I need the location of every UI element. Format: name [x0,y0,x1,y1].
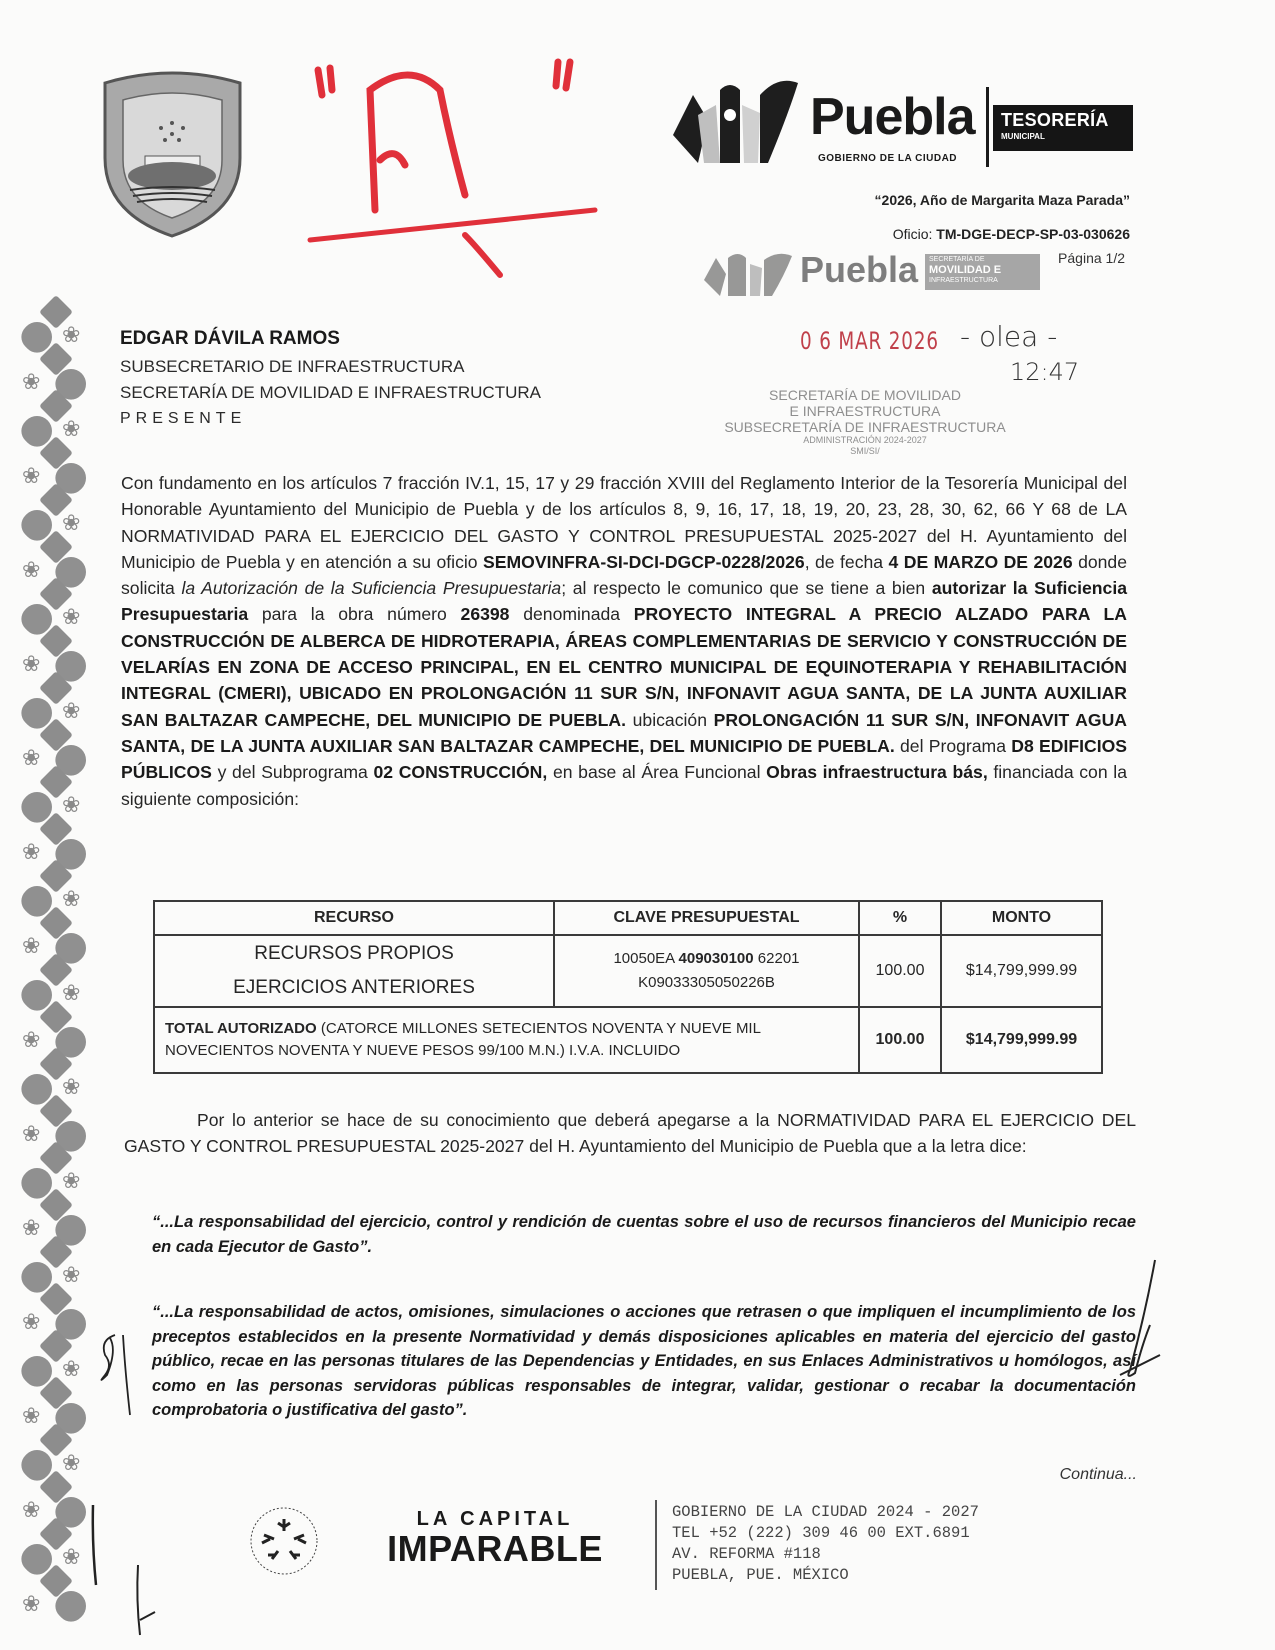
cell-recurso [154,935,554,1007]
text-run: y del Subprograma [211,762,374,783]
cell-monto: $14,799,999.99 [941,935,1102,1007]
border-leaf: ❀ [22,1591,41,1616]
salutation: PRESENTE [120,410,247,427]
faded-brand-word: Puebla [800,249,919,290]
border-leaf: ❀ [62,1074,81,1099]
puebla-emblem-faded-icon [700,250,796,296]
border-leaf: ❀ [62,1356,81,1381]
semovinfra-badge [925,254,1040,290]
work-number: 26398 [460,604,510,625]
stamp-line4: ADMINISTRACIÓN 2024-2027 [803,435,927,445]
total-label: TOTAL AUTORIZADO [165,1020,317,1037]
regulation-quote-1: “...La responsabilidad del ejercicio, control y rendición de cuentas sobre el uso de recursos financieros del Municipio recae en cada Ejecutor de Gasto”. [152,1213,1136,1256]
semovinfra-line3: INFRAESTRUCTURA [929,276,998,284]
clave-prefix: 10050EA [613,950,679,967]
functional-area: Obras infraestructura bás, [766,762,988,783]
contact-government: GOBIERNO DE LA CIUDAD 2024 - 2027 [672,1503,979,1521]
oficio-label: Oficio: [892,226,937,242]
puebla-brand-subtitle: GOBIERNO DE LA CIUDAD [818,153,958,164]
stamp-line5: SMI/SI/ [850,446,880,456]
text-run: en base al Área Funcional [547,762,767,783]
work-location: PROLONGACIÓN 11 SUR S/N, INFONAVIT AGUA SANTA, DE LA JUNTA AUXILIAR SAN BALTAZAR CAMPECHE, DEL MUNICIPIO DE PUEBLA. [121,709,1127,756]
contact-city: PUEBLA, PUE. MÉXICO [672,1566,849,1584]
border-leaf: ❀ [22,745,41,770]
col-header-recurso: RECURSO [154,901,554,935]
program: D8 EDIFICIOS PÚBLICOS [121,735,1127,783]
second-paragraph: Por lo anterior se hace de su conocimiento que deberá apegarse a la NORMATIVIDAD PARA EL EJERCICIO DEL GASTO Y CONTROL PRESUPUESTAL 2025-2027 del H. Ayuntamiento del Municipio de Puebla que a la letra dice: [124,1110,1136,1157]
city-crest-logo [95,68,250,238]
footer-contact-info [672,1502,979,1586]
tesoreria-title: TESORERÍA [1001,110,1109,130]
authorization-phrase: autorizar la Suficiencia Presupuestaria [121,578,1127,625]
page-number: Página 1/2 [1058,250,1125,266]
text-run: , de fecha [804,551,889,572]
cell-percent: 100.00 [859,935,941,1007]
border-leaf: ❀ [22,1215,41,1240]
table-row [154,935,1102,1007]
puebla-tesoreria-header [668,75,1128,175]
cell-total-description [154,1007,859,1073]
recipient-block [120,328,541,432]
contact-address: AV. REFORMA #118 [672,1545,821,1563]
footer-divider [655,1500,657,1590]
tesoreria-badge [993,105,1133,151]
border-leaf: ❀ [22,839,41,864]
border-leaf: ❀ [22,1027,41,1052]
col-header-clave: CLAVE PRESUPUESTAL [554,901,859,935]
cell-clave [554,935,859,1007]
recurso-line1: RECURSOS PROPIOS [254,943,454,964]
handwritten-mark-2 [130,1560,165,1640]
border-leaf: ❀ [22,557,41,582]
col-header-monto: MONTO [941,901,1102,935]
text-run: financiada con la siguiente composición: [121,762,1127,809]
budget-composition-table [153,900,1103,1074]
semovinfra-line1: SECRETARÍA DE [929,256,985,263]
semovinfra-line2: MOVILIDAD E [929,264,1002,277]
header-divider [986,87,989,167]
border-leaf: ❀ [22,933,41,958]
received-agency-stamp [700,387,1030,457]
text-run: ubicación [626,709,714,730]
semovinfra-stamp-logo [700,250,1040,296]
border-leaf: ❀ [22,651,41,676]
oficio-number [893,226,1130,242]
text-run: Con fundamento en los artículos 7 fracción IV.1, 15, 17 y 29 fracción XVIII del Reglamento Interior de la Tesorería Municipal del Honorable Ayuntamiento del Municipio de Puebla y de los artículos 8, 9, 16, 17, 18, 19, 20, 23, 28, 30, 62, 66 Y 68 de LA NORMATIVIDAD PARA EL EJERCICIO DEL GASTO Y CONTROL PRESUPUESTAL 2025-2027 del H. Ayuntamiento del Municipio de Puebla y en atención a su oficio [121,473,1127,572]
recurso-line2: EJERCICIOS ANTERIORES [233,977,475,998]
border-leaf: ❀ [62,1450,81,1475]
border-leaf: ❀ [62,698,81,723]
continued-note: Continua... [1059,1466,1137,1483]
request-date: 4 DE MARZO DE 2026 [888,551,1073,572]
border-leaf: ❀ [62,1544,81,1569]
border-leaf: ❀ [62,1168,81,1193]
border-leaf: ❀ [62,1262,81,1287]
cell-total-monto: $14,799,999.99 [941,1007,1102,1073]
border-leaf: ❀ [62,604,81,629]
handwritten-received-time: 12:47 [1010,358,1080,386]
clave-line2: K09033305050226B [638,974,775,991]
received-date-stamp: 0 6 MAR 2026 [800,327,939,355]
border-leaf: ❀ [22,1403,41,1428]
stamp-line3: SUBSECRETARÍA DE INFRAESTRUCTURA [724,419,1006,435]
puebla-emblem-icon [668,75,808,165]
recipient-title: SUBSECRETARIO DE INFRAESTRUCTURA [120,357,465,376]
text-run: para la obra número [248,604,461,625]
clave-bold: 409030100 [678,950,754,967]
stamp-line2: E INFRAESTRUCTURA [789,403,941,419]
col-header-percent: % [859,901,941,935]
border-leaf: ❀ [22,1309,41,1334]
decorative-border [22,300,92,1630]
text-run: del Programa [894,735,1012,756]
border-leaf: ❀ [62,886,81,911]
border-leaf: ❀ [62,980,81,1005]
border-leaf: ❀ [22,1497,41,1522]
border-leaf: ❀ [62,416,81,441]
stamp-line1: SECRETARÍA DE MOVILIDAD [769,387,961,403]
la-capital-imparable-logo [370,1508,620,1567]
table-header-row [154,901,1102,935]
oficio-reference: SEMOVINFRA-SI-DCI-DGCP-0228/2026 [483,551,805,572]
border-leaf: ❀ [62,322,81,347]
regulation-quote-2: “...La responsabilidad de actos, omisiones, simulaciones o acciones que retrasen o que impliquen el incumplimiento de los preceptos establecidos en la presente Normatividad y demás disposiciones aplicables en materia del ejercicio del gasto público, recae en las personas titulares de las Dependencias y Entidades, en sus Enlaces Administrativos u homólogos, así como en las personas servidoras públicas responsables de integrar, validar, gestionar o recabar la documentación comprobatoria o justificativa del gasto”. [152,1303,1136,1419]
text-run: ; al respecto le comunico que se tiene a bien [561,578,932,599]
year-motto: “2026, Año de Margarita Maza Parada” [874,192,1130,208]
cell-total-percent: 100.00 [859,1007,941,1073]
brand-top: LA CAPITAL [416,1508,574,1530]
handwritten-receiver-name: - olea - [960,320,1058,353]
handwritten-initials-left [95,1330,135,1420]
request-subject: la Autorización de la Suficiencia Presupuestaria [181,578,562,599]
red-handwritten-a-annotation [300,50,600,290]
work-name: PROYECTO INTEGRAL A PRECIO ALZADO PARA LA CONSTRUCCIÓN DE ALBERCA DE HIDROTERAPIA, ÁREAS COMPLEMENTARIAS DE SERVICIO Y CONSTRUCCIÓN DE VELARÍAS EN ZONA DE ACCESO PRINCIPAL, EN EL CENTRO MUNICIPAL DE EQUINOTERAPIA Y REHABILITACIÓN INTEGRAL (CMERI), UBICADO EN PROLONGACIÓN 11 SUR S/N, INFONAVIT AGUA SANTA, DE LA JUNTA AUXILIAR SAN BALTAZAR CAMPECHE, DEL MUNICIPIO DE PUEBLA. [121,604,1127,730]
border-leaf: ❀ [22,369,41,394]
subprogram: 02 CONSTRUCCIÓN, [373,762,548,783]
equality-certification-seal-icon [248,1505,320,1577]
text-run: denominada [509,604,634,625]
handwritten-mark-1 [88,1500,108,1590]
contact-phone: TEL +52 (222) 309 46 00 EXT.6891 [672,1524,970,1542]
border-leaf: ❀ [62,792,81,817]
border-leaf: ❀ [22,1121,41,1146]
brand-bottom: IMPARABLE [387,1528,603,1569]
clave-suffix: 62201 [753,950,800,967]
puebla-brand-word: Puebla [810,88,975,146]
oficio-value: TM-DGE-DECP-SP-03-030626 [936,226,1130,242]
border-leaf: ❀ [22,463,41,488]
total-amount-words: (CATORCE MILLONES SETECIENTOS NOVENTA Y NUEVE MIL NOVECIENTOS NOVENTA Y NUEVE PESOS 99/100 M.N.) I.V.A. INCLUIDO [165,1020,761,1059]
text-run: donde solicita [121,551,1127,599]
main-paragraph [121,470,1127,812]
recipient-agency: SECRETARÍA DE MOVILIDAD E INFRAESTRUCTURA [120,383,541,402]
recipient-name: EDGAR DÁVILA RAMOS [120,328,340,349]
handwritten-signature-right [1110,1255,1170,1385]
table-total-row [154,1007,1102,1073]
tesoreria-subtitle: MUNICIPAL [1001,132,1045,141]
border-leaf: ❀ [62,510,81,535]
